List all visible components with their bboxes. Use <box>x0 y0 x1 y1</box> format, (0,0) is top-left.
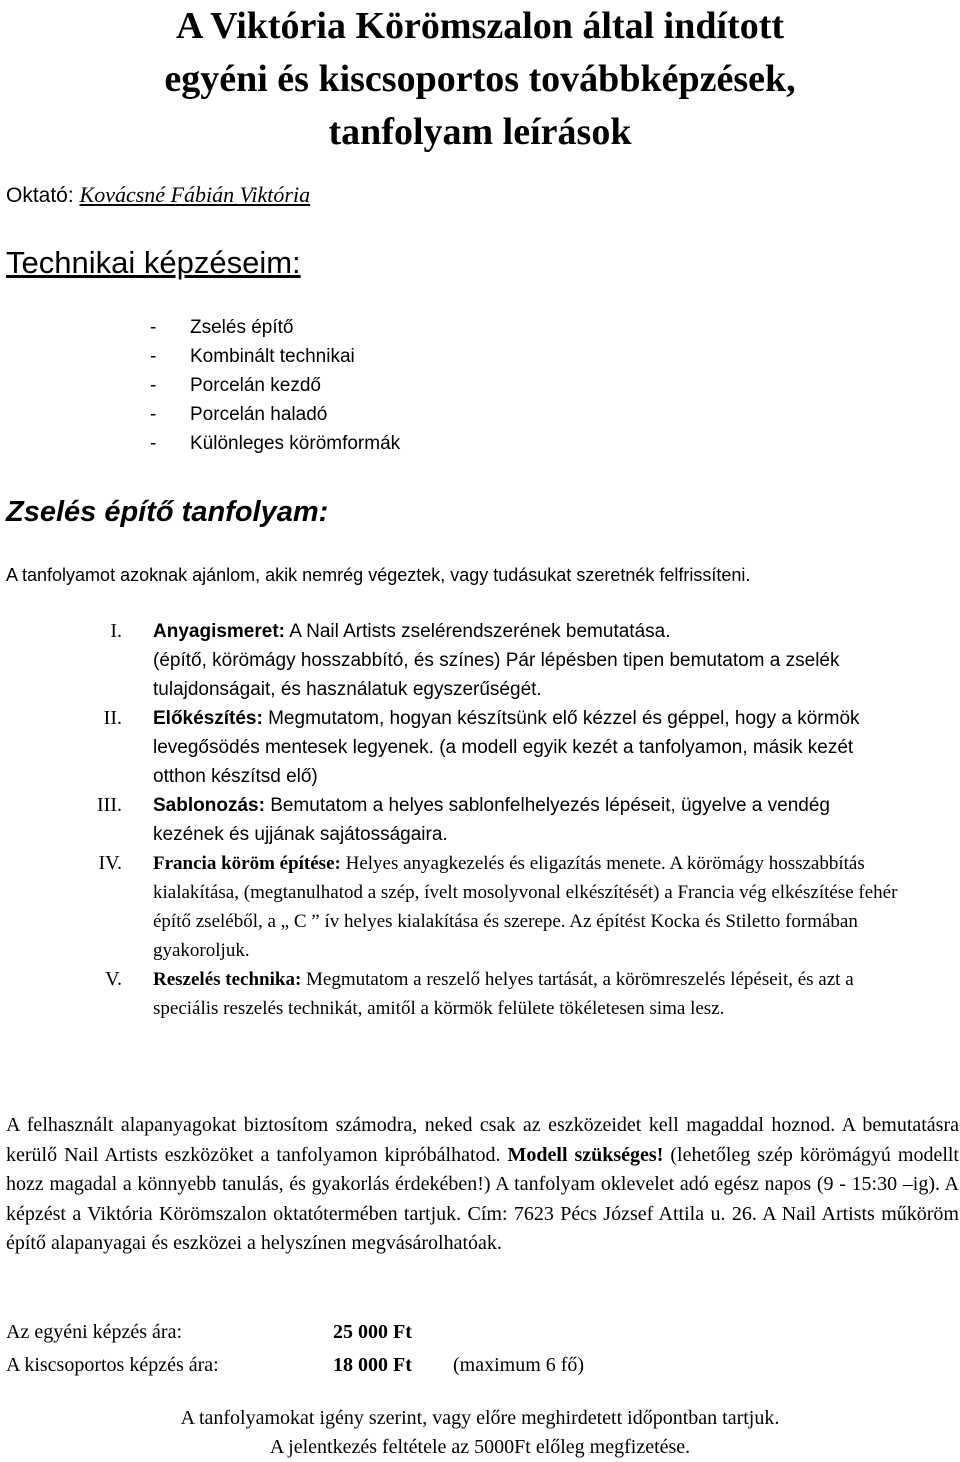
section-2 <box>0 704 960 791</box>
section-4 <box>0 849 960 965</box>
price-note: (maximum 6 fő) <box>453 1354 585 1376</box>
section-text: (építő, körömágy hosszabbító, és színes) Pár lépésben tipen bemutatom a zselék tulajdonságait, és használatuk egyszerűségét. <box>153 650 840 700</box>
price-amount: 18 000 Ft <box>333 1354 412 1376</box>
section-number: IV. <box>98 852 122 874</box>
section-text: Helyes anyagkezelés és eligazítás menete. A körömágy hosszabbítás kialakítása, (megtanulhatod a szép, ívelt mosolyvonal elkészítését) a Francia vég elkészítése fehér építő zseléből, a „ C ” ív helyes kialakítása és szerepe. Az építést Kocka és Stiletto formában gyakoroljuk. <box>153 853 898 961</box>
price-label: A kiscsoportos képzés ára: <box>6 1354 219 1376</box>
section-3 <box>0 791 960 849</box>
course-heading: Zselés építő tanfolyam: <box>6 496 329 528</box>
price-label: Az egyéni képzés ára: <box>6 1321 183 1343</box>
course-sections <box>0 617 960 1023</box>
price-row <box>6 1349 584 1382</box>
section-number: V. <box>105 968 122 990</box>
section-title: Francia köröm építése: <box>153 853 341 874</box>
list-item: - Kombinált technikai <box>150 346 355 367</box>
price-row <box>6 1316 584 1349</box>
course-intro: A tanfolyamot azoknak ajánlom, akik nemrég végeztek, vagy tudásukat szeretnék felfrissíteni. <box>6 565 751 585</box>
section-title: Reszelés technika: <box>153 969 302 990</box>
section-text: Megmutatom a reszelő helyes tartását, a körömreszelés lépéseit, és azt a speciális reszelés technikát, amitől a körmök felülete tökéletesen sima lesz. <box>153 969 854 1019</box>
instructor-name: Kovácsné Fábián Viktória <box>79 182 311 207</box>
list-item: - Különleges körömformák <box>150 433 401 454</box>
info-text: A felhasznált alapanyagokat biztosítom számodra, neked csak az eszközeidet kell magaddal hoznod. A bemutatásra kerülő Nail Artists eszközöket a tanfolyamon kipróbálhatod. <box>6 1114 959 1166</box>
section-title: Anyagismeret: <box>153 621 285 642</box>
price-list <box>6 1316 584 1382</box>
footer-note <box>0 1404 960 1462</box>
footer-line-1: A tanfolyamokat igény szerint, vagy előre meghirdetett időpontban tartjuk. <box>180 1407 780 1429</box>
model-required: Modell szükséges! <box>507 1143 664 1166</box>
section-text: Bemutatom a helyes sablonfelhelyezés lépéseit, ügyelve a vendég kezének és ujjának sajátosságaira. <box>153 795 830 845</box>
price-amount: 25 000 Ft <box>333 1321 412 1343</box>
title-line-2: egyéni és kiscsoportos továbbképzések, <box>164 58 796 100</box>
section-text: Megmutatom, hogyan készítsünk elő kézzel és géppel, hogy a körmök levegősödés mentesek legyenek. (a modell egyik kezét a tanfolyamon, másik kezét otthon készítsd elő) <box>153 708 860 787</box>
list-item: - Porcelán kezdő <box>150 375 321 396</box>
info-paragraph <box>6 1111 959 1259</box>
section-title: Előkészítés: <box>153 708 263 729</box>
list-item: - Porcelán haladó <box>150 404 328 425</box>
title-line-3: tanfolyam leírások <box>328 111 632 153</box>
page-title <box>0 0 960 159</box>
technical-heading: Technikai képzéseim: <box>6 245 301 280</box>
section-5 <box>0 965 960 1023</box>
title-line-1: A Viktória Körömszalon által indított <box>176 5 784 47</box>
section-number: II. <box>103 707 122 729</box>
instructor-label: Oktató: <box>6 184 74 207</box>
section-1 <box>0 617 960 704</box>
section-number: I. <box>110 620 122 642</box>
section-title: Sablonozás: <box>153 795 265 816</box>
section-number: III. <box>97 794 122 816</box>
section-text: A Nail Artists zselérendszerének bemutatása. <box>289 621 671 642</box>
footer-line-2: A jelentkezés feltétele az 5000Ft előleg megfizetése. <box>269 1436 691 1458</box>
info-text: (lehetőleg szép körömágyú modellt hozz magadal a könnyebb tanulás, és gyakorlás érdekében!) A tanfolyam oklevelet adó egész napos (9 - 15:30 –ig). A képzést a Viktória Körömszalon oktatótermében tartjuk. Cím: 7623 Pécs József Attila u. 26. A Nail Artists műköröm építő alapanyagai és eszközei a helyszínen megvásárolhatóak. <box>6 1143 959 1254</box>
list-item: - Zselés építő <box>150 317 294 338</box>
technical-list <box>150 313 400 458</box>
instructor-line <box>6 181 310 210</box>
